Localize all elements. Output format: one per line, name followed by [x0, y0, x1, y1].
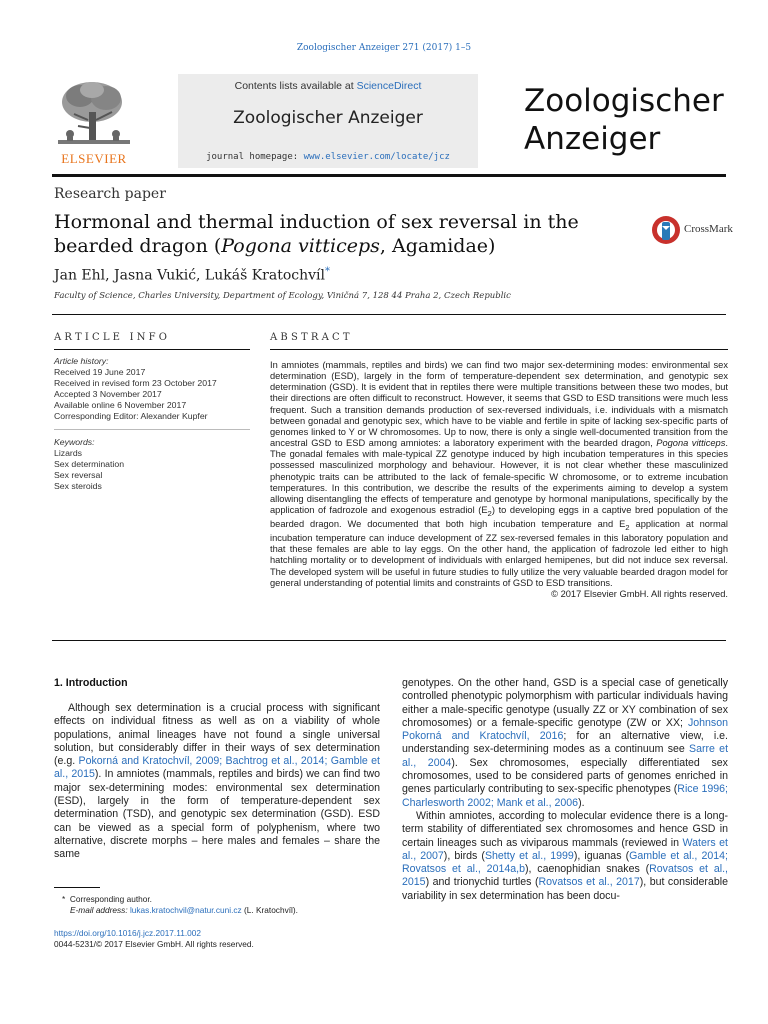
corresponding-author-mark[interactable]: * — [324, 266, 330, 277]
citation-link[interactable]: Johnson Pokorná and Kratochvíl, 2016 — [402, 716, 728, 743]
abstract-copyright: © 2017 Elsevier GmbH. All rights reserved. — [551, 588, 728, 599]
homepage-prefix: journal homepage: — [206, 152, 304, 162]
history-item: Corresponding Editor: Alexander Kupfer — [54, 411, 208, 421]
intro-text: ), iguanas ( — [573, 849, 630, 862]
header-rule — [52, 174, 726, 177]
citation-link[interactable]: Waters et al., 2007 — [402, 836, 728, 862]
history-divider — [54, 429, 250, 430]
abstract-species: Pogona vitticeps — [656, 438, 726, 449]
keyword-item: Lizards — [54, 448, 83, 458]
section-heading-introduction: 1. Introduction — [54, 677, 128, 689]
email-label: E-mail address: — [70, 905, 130, 915]
email-suffix: (L. Kratochvíl). — [241, 905, 298, 915]
abstract-text — [270, 360, 728, 589]
citation-link[interactable]: Rovatsos et al., 2015 — [402, 863, 728, 889]
article-info-heading: ARTICLE INFO — [54, 332, 171, 343]
meta-rule — [52, 314, 726, 315]
intro-text: genotypes. On the other hand, GSD is a special case of genetically controlled phenotypic polymorphism with particular individuals having either a male-specific genotype (usually ZZ or XY combination of sex chromosomes) or a female-specific genotype (ZW or XX; — [402, 677, 728, 729]
doi-link[interactable]: https://doi.org/10.1016/j.jcz.2017.11.002 — [54, 928, 201, 938]
citation-link[interactable]: Gamble et al., 2014; Rovatsos et al., 2014a,b — [402, 849, 728, 876]
affiliation: Faculty of Science, Charles University, Department of Ecology, Viničná 7, 128 44 Praha 2, Czech Republic — [54, 291, 511, 301]
issn-copyright: 0044-5231/© 2017 Elsevier GmbH. All rights reserved. — [54, 939, 254, 949]
history-label: Article history: — [54, 356, 109, 366]
intro-text: Within amniotes, according to molecular evidence there is a long-term stability of differentiated sex chromosomes and hence GSD in certain lineages such as viviparous mammals (reviewed in — [402, 809, 728, 849]
citation-link[interactable]: Rovatsos et al., 2017 — [538, 876, 640, 889]
intro-text: ; for an alternative view, i.e. understanding sex-determining modes as a continuum see — [402, 730, 728, 756]
intro-text: Although sex determination is a crucial process with significant effects on individual fitness as well as on a viability of whole populations, animal lineages have not found a single universal solution, but considerably differ in their ways of sex determination (e.g. — [54, 702, 380, 768]
abstract-text-b: . The gonadal females with male-typical ZZ genotype induced by high incubation temperatures in this species possessed masculinized morphology and behaviour. However, it is not clear whether these masculinized phenotypic traits can be attributed to the lack of female-specific W chromosome, or to extreme incubation temperatures. In this contribution, we describe the results of the experiments aiming to develop a system allowing disentangling the effects of temperature and genotype by hormonal manipulations, specifically by the application of fadrozole and exogenous estradiol (E — [270, 438, 728, 516]
citation-link[interactable]: Pokorná and Kratochvíl, 2009; Bachtrog et al., 2014; Gamble et al., 2015 — [54, 755, 380, 781]
email-link[interactable]: lukas.kratochvil@natur.cuni.cz — [129, 905, 242, 915]
keyword-item: Sex determination — [54, 459, 125, 469]
keywords — [54, 437, 250, 492]
intro-left-column — [54, 702, 380, 862]
abstract-bottom-rule — [52, 640, 726, 641]
crossmark-button[interactable] — [650, 212, 740, 248]
keywords-label: Keywords: — [54, 437, 95, 447]
footnote-corresponding — [62, 894, 152, 904]
footnote-text: Corresponding author. — [69, 894, 152, 904]
sciencedirect-link[interactable]: ScienceDirect — [356, 80, 422, 92]
footnote-rule — [54, 887, 100, 888]
contents-prefix: Contents lists available at — [234, 80, 357, 92]
citation-link[interactable]: Shetty et al., 1999 — [484, 849, 574, 862]
intro-right-column — [402, 677, 728, 903]
title-part1: Hormonal and thermal induction of sex reversal in the bearded dragon ( — [54, 211, 579, 257]
intro-text: ), caenophidian snakes ( — [524, 863, 650, 876]
crossmark-label: CrossMark — [684, 223, 733, 235]
history-item: Available online 6 November 2017 — [54, 400, 187, 410]
citation-link[interactable]: Rice 1996; Charlesworth 2002; Mank et al., 2006 — [402, 783, 728, 809]
abstract-body — [270, 360, 728, 600]
intro-paragraph — [402, 810, 728, 903]
abstract-text-d: application at normal incubation temperature can induce development of ZZ sex-reversed females in this laboratory population and that these females are able to lay eggs. On the other hand, the application of fadrozole led either to high hatchling mortality or to development of individuals with enlarged hemipenes, but did not induce sex reversal. The developed system will be useful in future studies to fully utilize the very valuable bearded dragon model for general understanding of potential limits and constraints of GSD to ESD transitions. — [270, 519, 728, 588]
title-part2: , Agamidae) — [379, 235, 496, 257]
intro-text: ). — [578, 796, 585, 809]
header-journal-name: Zoologischer Anzeiger — [233, 108, 423, 128]
abstract-text-a: In amniotes (mammals, reptiles and birds) we can find two major sex-determining modes: environmental sex determination (ESD), largely in the form of temperature-dependent sex determination, and genotypic sex determination (GSD). It is evident that in reptiles there were multiple transitions between these two modes, but their directions are often difficult to reconstruct. However, it seems that GSD to ESD transitions were much less frequent. Such a transition demands production of sex-reversed individuals, i.e. individuals with a mismatch between gonadal and genotypic sex, which have to be viable and fertile in spite of lacking sex-specific parts of genomes linked to Y or W chromosomes. Up to now, there is only a single well-documented transition from the ancestral GSD to ESD among amniotes: a laboratory experiment with the bearded dragon, — [270, 360, 728, 449]
abstract-rule — [270, 349, 728, 350]
article-info-rule — [54, 349, 250, 350]
footnote-mark: * — [62, 894, 66, 904]
contents-line — [178, 80, 478, 92]
homepage-line — [178, 152, 478, 162]
intro-text: ). In amniotes (mammals, reptiles and birds) we can find two major sex-determining modes: environmental sex determination (ESD), largely in the form of temperature-dependent sex determination (TSD), and genotypic sex determination (GSD). ESD can be viewed as a special form of polyphenism, where two alternative, discrete morphs – here males and females – share the same — [54, 768, 380, 861]
journal-big-title — [524, 82, 744, 158]
homepage-link[interactable]: www.elsevier.com/locate/jcz — [303, 152, 450, 162]
abstract-subscript: 2 — [625, 522, 630, 532]
journal-reference-link[interactable]: Zoologischer Anzeiger 271 (2017) 1–5 — [296, 43, 472, 53]
history-item: Received 19 June 2017 — [54, 367, 146, 377]
author-names: Jan Ehl, Jasna Vukić, Lukáš Kratochvíl — [54, 267, 325, 284]
intro-paragraph — [402, 677, 728, 810]
intro-text: ). Sex chromosomes, especially differentiated sex chromosomes, used to be considered parts of genomes enriched in genes particularly contributing to sex-specific phenotypes ( — [402, 756, 728, 796]
history-item: Received in revised form 23 October 2017 — [54, 378, 217, 388]
keyword-item: Sex reversal — [54, 470, 103, 480]
abstract-text-c: ) to developing eggs in a captive bred population of the bearded dragon. We documented that both high incubation temperature and E — [270, 505, 728, 530]
big-title-line2: Anzeiger — [524, 121, 661, 157]
intro-paragraph — [54, 702, 380, 862]
paper-type: Research paper — [54, 186, 166, 202]
history-item: Accepted 3 November 2017 — [54, 389, 162, 399]
paper-title — [54, 210, 614, 258]
big-title-line1: Zoologischer — [524, 83, 724, 119]
footnote-email — [70, 905, 298, 915]
title-species: Pogona vitticeps — [221, 235, 380, 257]
intro-text: ) and trionychid turtles ( — [425, 876, 539, 889]
intro-text: ), but considerable variability in sex determination has been docu- — [402, 876, 728, 902]
article-history — [54, 356, 250, 422]
citation-link[interactable]: Sarre et al., 2004 — [402, 743, 729, 769]
authors — [54, 266, 330, 284]
keyword-item: Sex steroids — [54, 481, 102, 491]
abstract-subscript: 2 — [487, 508, 492, 518]
abstract-heading: ABSTRACT — [270, 332, 353, 343]
elsevier-wordmark: ELSEVIER — [61, 151, 127, 166]
intro-text: ), birds ( — [443, 849, 485, 862]
